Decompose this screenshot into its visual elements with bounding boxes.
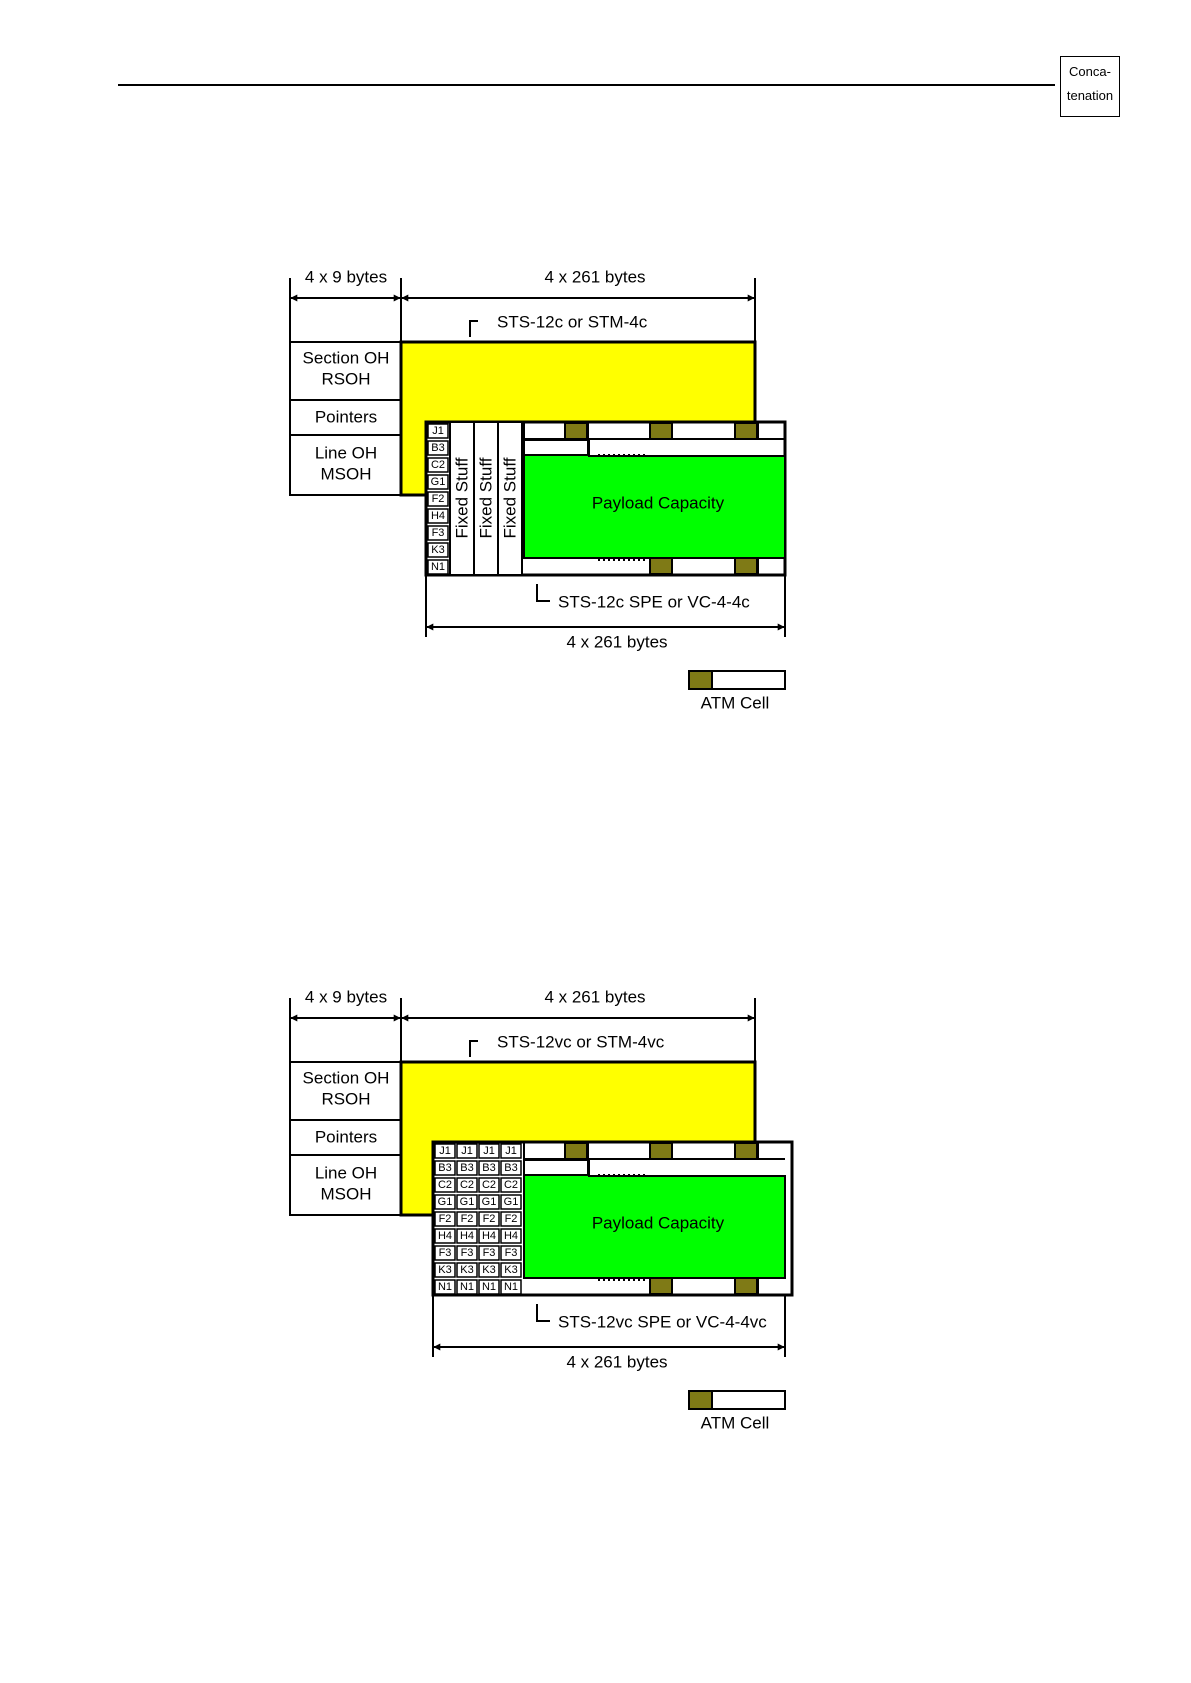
virtual-concatenation-diagram (290, 988, 792, 1433)
spe-label: STS-12vc SPE or VC-4-4vc (558, 1312, 767, 1332)
atm-cell-header (650, 558, 672, 574)
poh-byte-label: N1 (459, 1281, 475, 1293)
poh-byte-label: N1 (437, 1281, 453, 1293)
rsoh-label: RSOH (321, 369, 371, 389)
chapter-tab-line1: Conca- (1069, 64, 1111, 79)
frame-width-label: 4 x 261 bytes (544, 267, 646, 287)
poh-byte-label: N1 (430, 561, 446, 573)
section-oh-label: Section OH (302, 1068, 390, 1088)
atm-cell-header (735, 1143, 757, 1159)
contiguous-concatenation-diagram (290, 268, 785, 713)
fixed-stuff-label: Fixed Stuff (500, 457, 520, 539)
poh-byte-label: B3 (460, 1162, 474, 1174)
poh-byte-label: F2 (504, 1213, 518, 1225)
poh-byte-label: C2 (459, 1179, 475, 1191)
legend-label: ATM Cell (700, 1413, 770, 1433)
line-oh-label: Line OH (314, 1163, 378, 1183)
pointers-label: Pointers (314, 1127, 378, 1147)
spe-width-label: 4 x 261 bytes (566, 1352, 668, 1372)
atm-cell-header (565, 423, 587, 439)
poh-byte-label: J1 (483, 1145, 495, 1157)
poh-byte-label: F2 (460, 1213, 474, 1225)
poh-byte-label: C2 (437, 1179, 453, 1191)
oh-width-label: 4 x 9 bytes (304, 987, 388, 1007)
poh-byte-label: C2 (481, 1179, 497, 1191)
poh-byte-label: F3 (482, 1247, 496, 1259)
poh-byte-label: C2 (430, 459, 446, 471)
legend-atm-header (689, 1391, 712, 1409)
legend-atm-header (689, 671, 712, 689)
poh-byte-label: K3 (482, 1264, 496, 1276)
poh-byte-label: N1 (503, 1281, 519, 1293)
poh-byte-label: H4 (503, 1230, 519, 1242)
poh-byte-label: G1 (459, 1196, 475, 1208)
poh-byte-label: G1 (481, 1196, 497, 1208)
fixed-stuff-label: Fixed Stuff (476, 457, 496, 539)
atm-cell-header (735, 558, 757, 574)
poh-byte-label: B3 (504, 1162, 518, 1174)
spe-label: STS-12c SPE or VC-4-4c (558, 592, 750, 612)
poh-byte-label: F3 (431, 527, 445, 539)
spe-width-label: 4 x 261 bytes (566, 632, 668, 652)
payload-capacity-label: Payload Capacity (591, 493, 725, 513)
msoh-label: MSOH (320, 1184, 372, 1204)
atm-cell-header (650, 1278, 672, 1294)
line-oh-label: Line OH (314, 443, 378, 463)
poh-byte-label: K3 (460, 1264, 474, 1276)
legend-label: ATM Cell (700, 693, 770, 713)
poh-byte-label: H4 (459, 1230, 475, 1242)
poh-byte-label: J1 (505, 1145, 517, 1157)
payload-capacity-label: Payload Capacity (591, 1213, 725, 1233)
frame-label-bracket (470, 1041, 478, 1057)
poh-byte-label: F3 (438, 1247, 452, 1259)
poh-byte-label: H4 (430, 510, 446, 522)
oh-width-label: 4 x 9 bytes (304, 267, 388, 287)
poh-byte-label: B3 (438, 1162, 452, 1174)
poh-byte-label: F3 (460, 1247, 474, 1259)
poh-byte-label: G1 (503, 1196, 519, 1208)
poh-byte-label: H4 (481, 1230, 497, 1242)
frame-label: STS-12vc or STM-4vc (497, 1032, 665, 1052)
poh-byte-label: H4 (437, 1230, 453, 1242)
poh-byte-label: J1 (439, 1145, 451, 1157)
poh-byte-label: F2 (431, 493, 445, 505)
spe-label-bracket (537, 584, 550, 601)
atm-cell-header (650, 423, 672, 439)
frame-label: STS-12c or STM-4c (497, 312, 648, 332)
atm-cell-header (650, 1143, 672, 1159)
section-oh-label: Section OH (302, 348, 390, 368)
poh-byte-label: K3 (431, 544, 445, 556)
atm-cell-header (735, 423, 757, 439)
poh-byte-label: N1 (481, 1281, 497, 1293)
poh-byte-label: F2 (482, 1213, 496, 1225)
atm-cell-header (565, 1143, 587, 1159)
partial-atm-cell (524, 440, 588, 455)
poh-byte-label: G1 (437, 1196, 453, 1208)
atm-cell-header (735, 1278, 757, 1294)
poh-byte-label: B3 (431, 442, 445, 454)
poh-byte-label: J1 (432, 425, 444, 437)
poh-byte-label: J1 (461, 1145, 473, 1157)
pointers-label: Pointers (314, 407, 378, 427)
chapter-tab-line2: tenation (1066, 88, 1114, 103)
fixed-stuff-label: Fixed Stuff (452, 457, 472, 539)
poh-byte-label: C2 (503, 1179, 519, 1191)
poh-byte-label: K3 (504, 1264, 518, 1276)
frame-width-label: 4 x 261 bytes (544, 987, 646, 1007)
poh-byte-label: G1 (430, 476, 446, 488)
poh-byte-label: B3 (482, 1162, 496, 1174)
poh-byte-label: F3 (504, 1247, 518, 1259)
poh-byte-label: K3 (438, 1264, 452, 1276)
poh-byte-label: F2 (438, 1213, 452, 1225)
rsoh-label: RSOH (321, 1089, 371, 1109)
msoh-label: MSOH (320, 464, 372, 484)
partial-atm-cell (524, 1160, 588, 1175)
frame-label-bracket (470, 321, 478, 337)
spe-label-bracket (537, 1304, 550, 1321)
